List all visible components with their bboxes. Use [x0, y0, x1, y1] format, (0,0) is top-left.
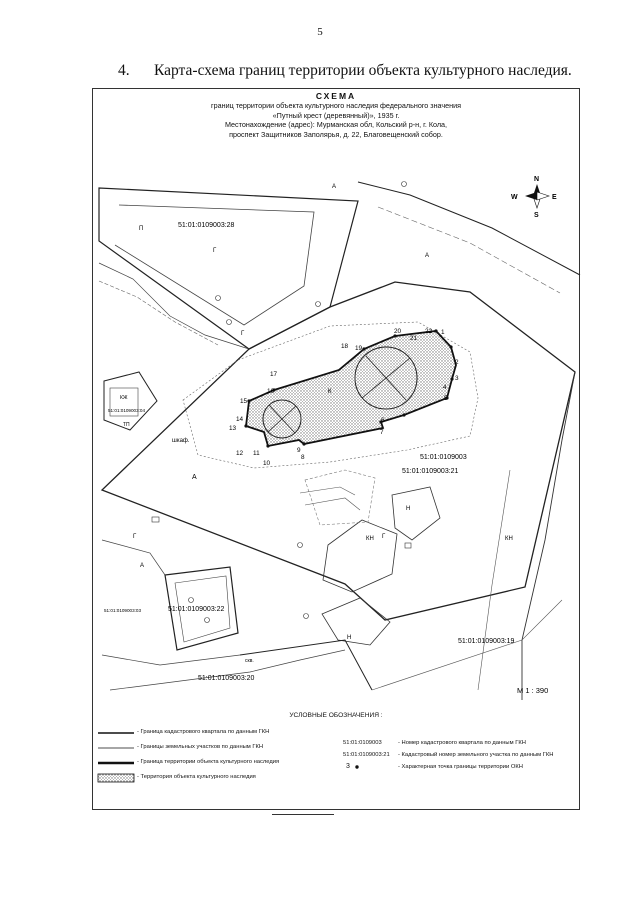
- symbol-box: [152, 517, 159, 522]
- road-lower-left-2: [102, 655, 240, 665]
- legend-item-okn-boundary: - Граница территории объекта культурного наследия: [137, 759, 280, 765]
- legend-code-parcel: 51:01:0109003:21: [343, 752, 390, 758]
- legend-code-kvartal: 51:01:0109003: [343, 740, 382, 746]
- label-parcel-21: 51:01:0109003:21: [402, 468, 459, 475]
- symbol-circle: [216, 296, 221, 301]
- road-right: [372, 600, 562, 690]
- point-label-12: 12: [236, 450, 244, 457]
- point-marker: [434, 329, 437, 332]
- lower-fence: [300, 487, 355, 495]
- road-edge-1: [99, 263, 249, 349]
- label-kzh: КЖ: [120, 395, 128, 401]
- legend-text-kvartal: - Номер кадастрового квартала по данным ГКН: [398, 740, 526, 746]
- legend-code-point: 3: [346, 763, 350, 770]
- section-number: 4.: [118, 62, 130, 79]
- point-label-21: 21: [410, 335, 418, 342]
- okn-territory: [246, 331, 456, 446]
- parcel-04-outline: [104, 372, 157, 430]
- legend-item-kvartal: - Граница кадастрового квартала по данным ГКН: [137, 729, 270, 735]
- legend-title: УСЛОВНЫЕ ОБОЗНАЧЕНИЯ :: [289, 712, 383, 719]
- legend-point-dot: [355, 765, 358, 768]
- point-marker: [266, 444, 269, 447]
- symbol-box: [405, 543, 411, 548]
- point-label-2: 2: [455, 359, 459, 366]
- point-label-5: 5: [444, 395, 448, 402]
- point-label-4: 4: [443, 384, 447, 391]
- label-a-1: А: [332, 184, 337, 190]
- symbol-circle: [316, 302, 321, 307]
- schema-line-1: границ территории объекта культурного наследия федерального значения: [210, 101, 462, 111]
- label-parcel-20: 51:01:0109003:20: [198, 675, 255, 682]
- building-kn-1: [323, 520, 397, 592]
- building-n-2: [322, 598, 390, 645]
- footer-rule: [272, 814, 334, 815]
- label-a-2: А: [425, 253, 430, 259]
- road-lower-left: [102, 540, 165, 575]
- point-marker: [302, 442, 305, 445]
- point-label-13: 13: [229, 425, 237, 432]
- label-parcel-28: 51:01:0109003:28: [178, 222, 235, 229]
- point-label-15: 15: [240, 398, 248, 405]
- point-label-7: 7: [380, 429, 384, 436]
- point-marker: [449, 345, 452, 348]
- parcel-19-outline: [522, 372, 575, 700]
- compass-west: [525, 192, 537, 200]
- legend-hatch-okn: [98, 774, 134, 782]
- road-edge-2: [99, 281, 218, 345]
- label-parcel-03: 51:01:0109003:03: [104, 608, 142, 613]
- label-n-1: Н: [406, 506, 411, 512]
- point-label-19: 19: [355, 345, 363, 352]
- point-label-18: 18: [341, 343, 349, 350]
- label-n-2: Н: [347, 635, 352, 641]
- section-title: Карта-схема границ территории объекта культурного наследия.: [154, 62, 572, 79]
- label-shkaf: шкаф.: [172, 438, 190, 444]
- point-marker: [362, 347, 365, 350]
- compass-east: [537, 192, 549, 200]
- parcel-28-outline: [99, 188, 358, 349]
- schema-line-3: Местонахождение (адрес): Мурманская обл, Кольский р-н, г. Кола,: [224, 120, 448, 130]
- compass-e: E: [552, 194, 557, 201]
- point-label-20: 20: [394, 328, 402, 335]
- point-label-22: 22: [425, 328, 433, 335]
- label-g-3: Г: [382, 534, 386, 540]
- point-label-16: 16: [267, 388, 275, 395]
- label-p-1: П: [139, 226, 144, 232]
- point-label-6: 6: [381, 417, 385, 424]
- label-kvartal: 51:01:0109003: [420, 454, 467, 461]
- point-marker: [402, 413, 405, 416]
- point-label-9: 9: [297, 447, 301, 454]
- symbol-circle: [227, 320, 232, 325]
- building-n-1: [392, 487, 440, 540]
- symbol-circle: [189, 598, 194, 603]
- point-label-1: 1: [441, 329, 445, 336]
- compass-rose: [525, 184, 549, 208]
- symbol-circle: [402, 182, 407, 187]
- schema-line-2: «Путный крест (деревянный)», 1935 г.: [272, 110, 400, 120]
- road-lower-left-3: [110, 650, 345, 690]
- legend-text-point: - Характерная точка границы территории ОКН: [398, 764, 523, 770]
- point-marker: [244, 424, 247, 427]
- compass-w: W: [511, 194, 518, 201]
- label-g-4: Г: [133, 534, 137, 540]
- compass-n: N: [534, 176, 540, 183]
- compass-s: S: [534, 212, 539, 219]
- symbol-circle: [298, 543, 303, 548]
- point-label-14: 14: [236, 416, 244, 423]
- parcel-20-outline: [240, 640, 372, 690]
- legend-text-parcel: - Кадастровый номер земельного участка по данным ГКН: [398, 752, 554, 758]
- label-kn-1: КН: [366, 536, 374, 542]
- label-kn-2: КН: [505, 536, 513, 542]
- label-parcel-19: 51:01:0109003:19: [458, 638, 515, 645]
- point-label-17: 17: [270, 371, 278, 378]
- point-marker: [450, 377, 453, 380]
- point-label-8: 8: [301, 454, 305, 461]
- label-parcel-04: 51:01:0109003:04: [108, 408, 146, 413]
- label-a-3: А: [192, 474, 197, 481]
- legend-item-parcels: - Границы земельных участков по данным ГКН: [137, 744, 264, 750]
- point-label-3: 3: [455, 375, 459, 382]
- small-structure: [305, 470, 375, 525]
- label-skv: скв.: [245, 658, 254, 664]
- point-label-11: 11: [253, 450, 260, 457]
- schema-title: СХЕМА: [315, 91, 357, 101]
- label-g-2: Г: [241, 331, 245, 337]
- symbol-circle: [304, 614, 309, 619]
- point-marker: [247, 399, 250, 402]
- label-a-4: А: [140, 563, 145, 569]
- parcel-21-outline: [102, 282, 575, 620]
- label-k: К: [328, 389, 332, 395]
- parcel-19-inner: [478, 470, 510, 690]
- label-parcel-22: 51:01:0109003:22: [168, 606, 225, 613]
- map-scale: М 1 : 390: [517, 686, 549, 695]
- label-ttp: ТП: [123, 422, 130, 428]
- schema-line-4: проспект Защитников Заполярья, д. 22, Благовещенский собор.: [229, 129, 443, 139]
- point-label-10: 10: [263, 460, 271, 467]
- label-g-1: Г: [213, 248, 217, 254]
- legend-item-okn-territory: - Территория объекта культурного наследия: [137, 774, 256, 780]
- page-number: 5: [317, 26, 323, 38]
- symbol-circle: [205, 618, 210, 623]
